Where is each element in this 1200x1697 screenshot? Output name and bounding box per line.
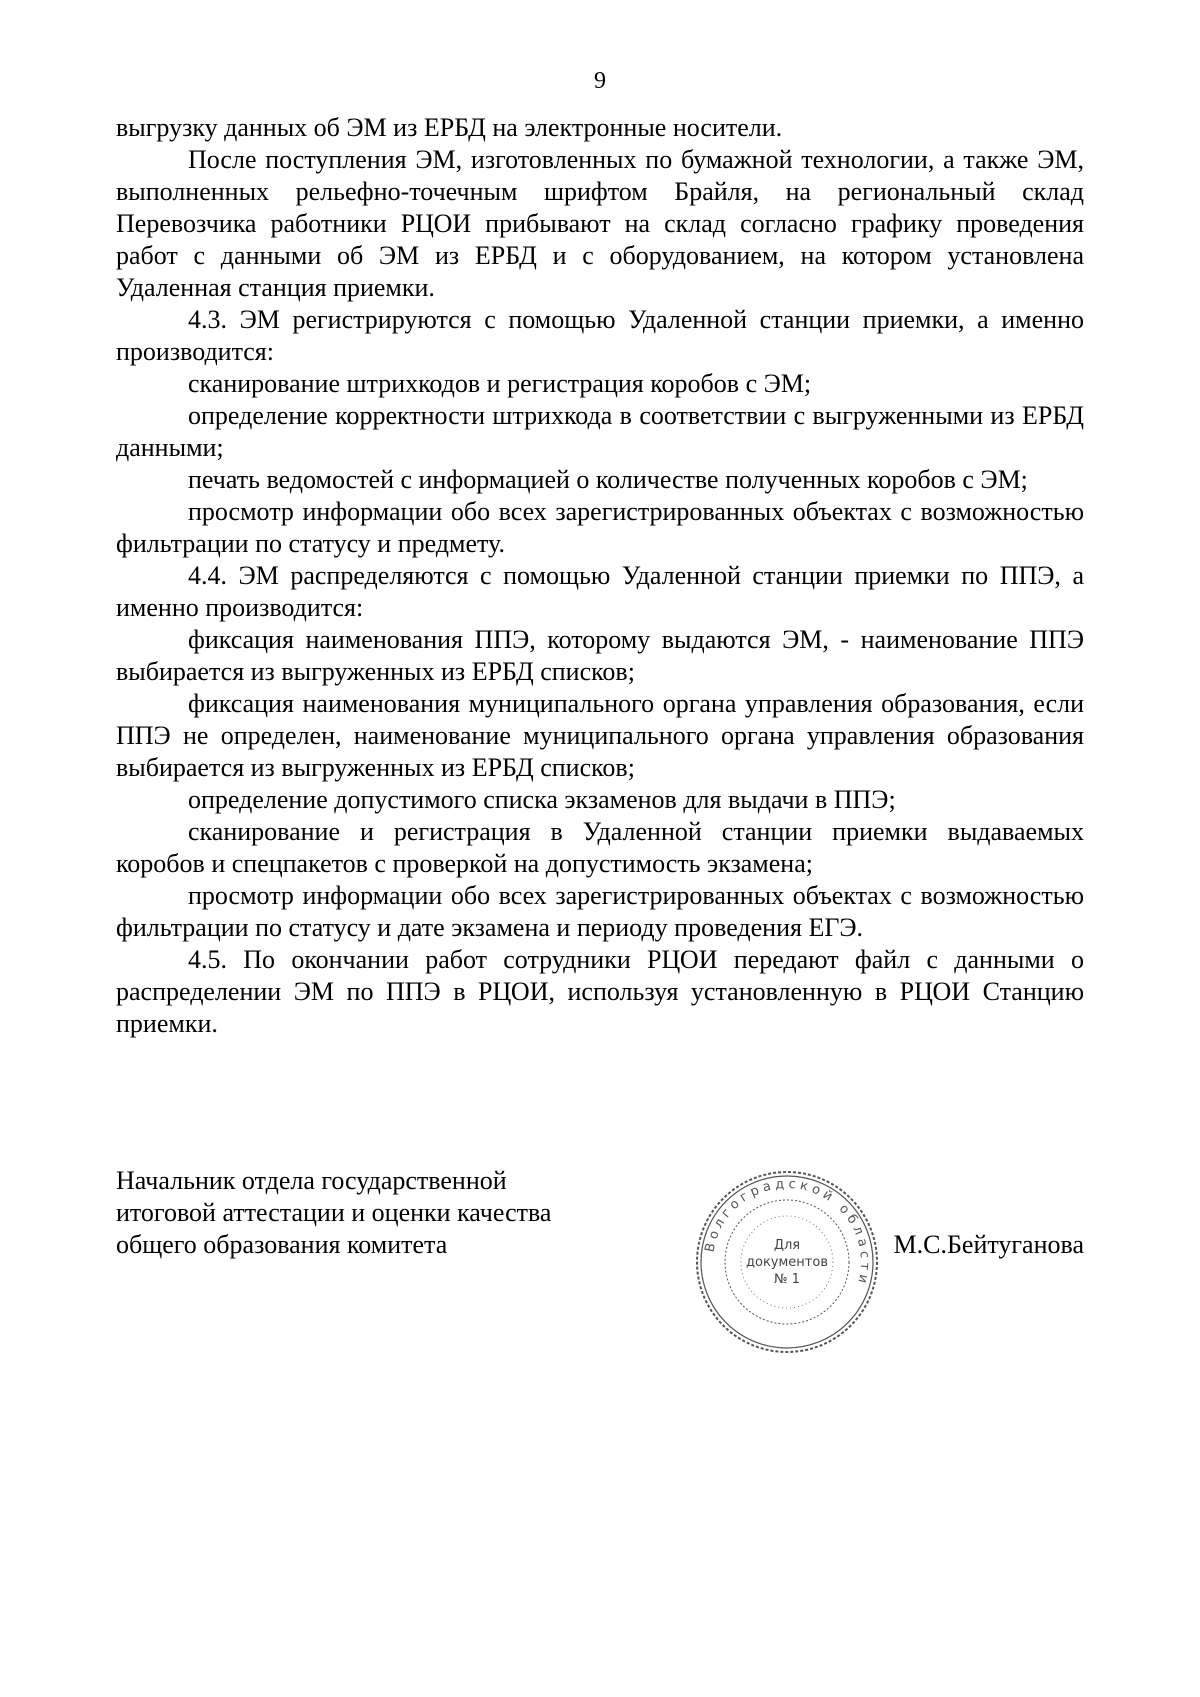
seal-center-line: № 1: [774, 1272, 800, 1287]
paragraph: 4.4. ЭМ распределяются с помощью Удаленной станции приемки по ППЭ, а именно производится:: [116, 561, 1084, 622]
paragraph: 4.3. ЭМ регистрируются с помощью Удаленной станции приемки, а именно производится:: [116, 305, 1084, 366]
paragraph: выгрузку данных об ЭМ из ЕРБД на электронные носители.: [116, 113, 783, 142]
paragraph: определение корректности штрихкода в соответствии с выгруженными из ЕРБД данными;: [116, 401, 1084, 462]
paragraph: просмотр информации обо всех зарегистрированных объектах с возможностью фильтрации по статусу и дате экзамена и периоду проведения ЕГЭ.: [116, 881, 1084, 942]
paragraph: фиксация наименования муниципального органа управления образования, если ППЭ не определен, наименование муниципального органа управления образования выбирается из выгруженных из ЕРБД списков;: [116, 689, 1084, 782]
paragraph: определение допустимого списка экзаменов для выдачи в ППЭ;: [188, 785, 896, 814]
paragraph: просмотр информации обо всех зарегистрированных объектах с возможностью фильтрации по статусу и предмету.: [116, 497, 1084, 558]
page-number: 9: [594, 68, 606, 94]
paragraph: После поступления ЭМ, изготовленных по бумажной технологии, а также ЭМ, выполненных рельефно-точечным шрифтом Брайля, на региональный склад Перевозчика работники РЦОИ прибывают на склад согласно графику проведения работ с данными об ЭМ из ЕРБД и с оборудованием, на котором установлена Удаленная станция приемки.: [116, 145, 1084, 302]
seal-center-line: Для: [773, 1238, 801, 1253]
official-seal: [694, 1169, 880, 1355]
paragraph: сканирование и регистрация в Удаленной станции приемки выдаваемых коробов и спецпакетов с проверкой на допустимость экзамена;: [116, 817, 1084, 878]
signer-position-line: общего образования комитета: [116, 1230, 448, 1259]
signer-position: [116, 1165, 636, 1261]
paragraph: фиксация наименования ППЭ, которому выдаются ЭМ, - наименование ППЭ выбирается из выгруженных из ЕРБД списков;: [116, 625, 1084, 686]
signer-position-line: Начальник отдела государственной: [116, 1166, 507, 1195]
paragraph: 4.5. По окончании работ сотрудники РЦОИ передают файл с данными о распределении ЭМ по ППЭ в РЦОИ, используя установленную в РЦОИ Станцию приемки.: [116, 945, 1084, 1038]
paragraph: сканирование штрихкодов и регистрация коробов с ЭМ;: [188, 369, 812, 398]
signer-name: М.С.Бейтуганова: [893, 1230, 1084, 1259]
signature-block: [116, 1165, 1084, 1355]
seal-center-line: документов: [746, 1255, 828, 1270]
paragraph: печать ведомостей с информацией о количестве полученных коробов с ЭМ;: [188, 465, 1028, 494]
document-body: [116, 112, 1084, 1040]
signer-position-line: итоговой аттестации и оценки качества: [116, 1198, 552, 1227]
seal-ring-text: Волгоградской области: [702, 1176, 873, 1289]
